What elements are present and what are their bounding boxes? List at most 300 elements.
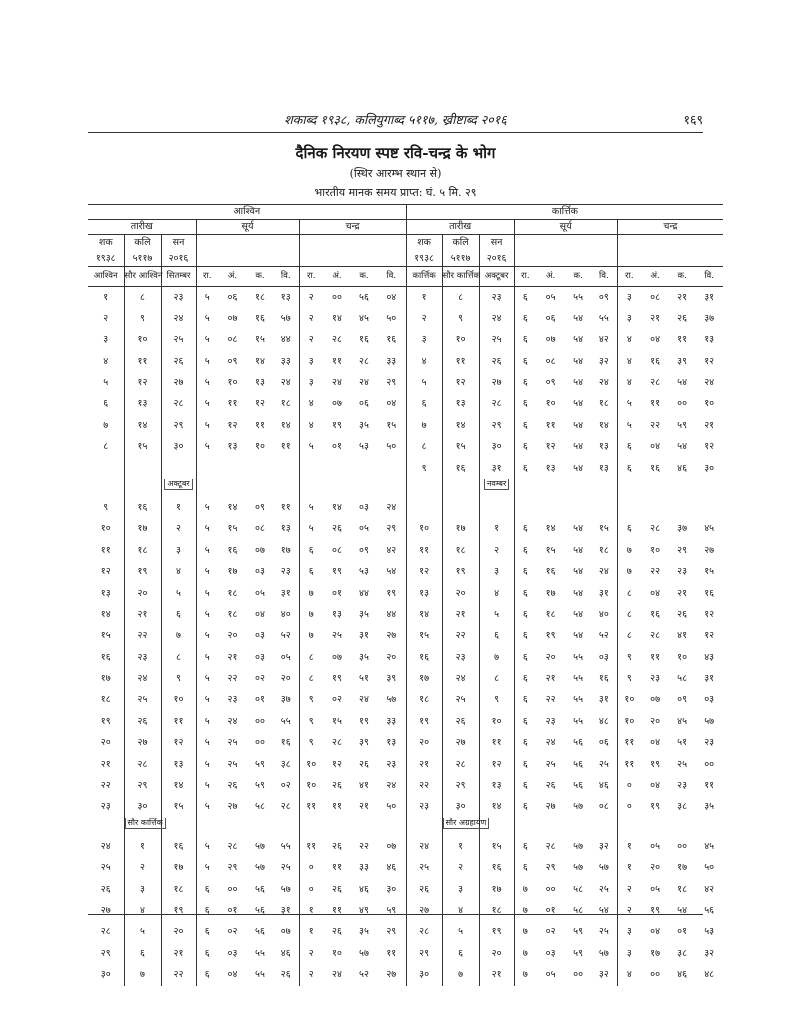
ashwin-sun-vikala-cell: १३ bbox=[280, 291, 291, 303]
kartik-month-day-cell: २१ bbox=[419, 758, 430, 770]
kartik-moon-ansh-cell: १९ bbox=[650, 801, 661, 813]
kartik-moon-vikala-cell: २७ bbox=[704, 544, 715, 556]
kartik-sun-kala-cell: ५६ bbox=[573, 780, 584, 792]
ashwin-moon-vikala-cell: ३३ bbox=[377, 351, 406, 372]
ashwin-sun-vikala-cell: ३८ bbox=[280, 758, 291, 770]
ashwin-moon-vikala-cell: ०४ bbox=[377, 287, 406, 308]
ashwin-greg-day-cell: १९ bbox=[161, 900, 196, 921]
ashwin-greg-day-cell: २ bbox=[161, 518, 196, 539]
kartik-moon-rashi-cell: १ bbox=[617, 836, 641, 857]
kartik-sun-ansh-cell: १३ bbox=[545, 462, 556, 474]
ashwin-moon-ansh-cell: ०७ bbox=[332, 398, 342, 410]
kartik-greg-day-cell: ६ bbox=[479, 625, 514, 646]
kartik-moon-vikala-cell: ३५ bbox=[704, 801, 715, 813]
era-san-right: सन bbox=[479, 235, 514, 251]
kartik-sun-ansh-cell: २७ bbox=[545, 801, 556, 813]
ashwin-moon-vikala-cell: ५७ bbox=[377, 690, 406, 711]
ashwin-greg-day-cell: ४ bbox=[161, 561, 196, 582]
ashwin-sun-vikala-cell: २८ bbox=[280, 801, 291, 813]
ashwin-moon-kala-cell: ५६ bbox=[359, 291, 369, 303]
kartik-greg-day-cell: १६ bbox=[479, 857, 514, 878]
ashwin-sun-vikala-cell: १६ bbox=[280, 737, 291, 749]
ashwin-sun-rashi-cell: ५ bbox=[196, 711, 218, 732]
ashwin-sun-kala-cell: ५८ bbox=[255, 801, 265, 813]
kartik-moon-ansh-cell: ०४ bbox=[650, 334, 661, 346]
ashwin-saur-day-cell: १७ bbox=[124, 518, 161, 539]
ashwin-saur-day-cell: १२ bbox=[124, 372, 161, 393]
ashwin-sun-rashi-cell: ५ bbox=[196, 583, 218, 604]
ashwin-sun-kala-cell: ०३ bbox=[255, 630, 265, 642]
ashwin-saur-day-cell: १८ bbox=[124, 540, 161, 561]
ashwin-sun-vikala-cell: १८ bbox=[280, 398, 291, 410]
ashwin-month-day-cell: १६ bbox=[100, 651, 111, 663]
ashwin-sun-ansh-cell: २२ bbox=[227, 673, 238, 685]
ashwin-sun-vikala-cell: ०५ bbox=[280, 651, 291, 663]
ashwin-moon-vikala-cell: २४ bbox=[377, 775, 406, 796]
ashwin-sun-rashi-cell: ५ bbox=[196, 351, 218, 372]
kartik-greg-day-cell: २८ bbox=[479, 393, 514, 414]
kartik-sun-vikala-cell: १५ bbox=[598, 523, 609, 535]
kartik-saur-day-cell: ४ bbox=[442, 900, 479, 921]
kartik-month-day-cell: १६ bbox=[419, 651, 430, 663]
kartik-month-day-cell: २८ bbox=[419, 926, 430, 938]
table-row bbox=[88, 796, 723, 817]
ashwin-greg-day-cell: २० bbox=[161, 921, 196, 942]
kartik-moon-ansh-cell: ११ bbox=[650, 651, 661, 663]
ashwin-month-day-cell: २४ bbox=[100, 840, 111, 852]
ashwin-greg-day-cell: १५ bbox=[161, 796, 196, 817]
ashwin-sun-rashi-cell: ५ bbox=[196, 668, 218, 689]
ashwin-sun-kala-cell: १२ bbox=[255, 398, 265, 410]
kartik-month-day-cell: १३ bbox=[419, 587, 430, 599]
kartik-sun-vikala-cell: ३२ bbox=[598, 969, 609, 981]
kartik-moon-rashi-cell: ९ bbox=[617, 668, 641, 689]
ashwin-saur-day-cell: ७ bbox=[124, 964, 161, 985]
ashwin-sun-ansh-cell: १३ bbox=[227, 441, 238, 453]
ashwin-moon-kala-cell: ४९ bbox=[359, 904, 369, 916]
ashwin-moon-rashi-cell: २ bbox=[299, 943, 323, 964]
kartik-moon-rashi-cell: ४ bbox=[617, 351, 641, 372]
ashwin-moon-kala-cell: ४१ bbox=[359, 780, 369, 792]
ashwin-sun-rashi-cell: ६ bbox=[196, 900, 218, 921]
ashwin-saur-day-cell: २८ bbox=[124, 754, 161, 775]
kartik-moon-vikala-cell: ५६ bbox=[704, 904, 715, 916]
ashwin-month-day-cell: ११ bbox=[100, 544, 111, 556]
ashwin-moon-rashi-cell: ७ bbox=[299, 625, 323, 646]
kartik-sun-ansh-cell: २८ bbox=[545, 840, 556, 852]
kartik-moon-ansh-cell: १९ bbox=[650, 758, 661, 770]
ashwin-moon-rashi-cell: १० bbox=[299, 775, 323, 796]
ashwin-sun-kala-cell: ५६ bbox=[255, 883, 265, 895]
kartik-moon-rashi-cell: ७ bbox=[617, 540, 641, 561]
kartik-saur-day-cell: ७ bbox=[442, 964, 479, 985]
ashwin-sun-kala-cell: १८ bbox=[255, 291, 265, 303]
col-header-right-sun-rashi: रा. bbox=[514, 267, 536, 287]
ashwin-sun-vikala-cell: ४६ bbox=[280, 947, 291, 959]
ashwin-sun-ansh-cell: ०६ bbox=[227, 291, 238, 303]
kartik-month-day-cell: १७ bbox=[419, 673, 430, 685]
kartik-sun-kala-cell: ५४ bbox=[573, 419, 584, 431]
ashwin-saur-day-cell: ८ bbox=[124, 287, 161, 308]
table-row bbox=[88, 287, 723, 308]
kartik-sun-kala-cell: ५७ bbox=[573, 862, 584, 874]
ashwin-moon-vikala-cell: २३ bbox=[377, 754, 406, 775]
header-rule bbox=[88, 132, 703, 133]
ashwin-sun-ansh-cell: २६ bbox=[227, 780, 238, 792]
kartik-greg-day-cell: ११ bbox=[479, 732, 514, 753]
year-shaka-right: १९३८ bbox=[406, 251, 442, 267]
kartik-sun-kala-cell: ५४ bbox=[573, 377, 584, 388]
kartik-sun-rashi-cell: ६ bbox=[514, 415, 536, 436]
kartik-moon-rashi-cell: ६ bbox=[617, 458, 641, 479]
month-heading-kartik: कार्त्तिक bbox=[406, 205, 723, 220]
kartik-sun-ansh-cell bbox=[536, 497, 565, 518]
ashwin-sun-vikala-cell: १३ bbox=[280, 523, 291, 535]
ashwin-moon-ansh-cell: १४ bbox=[332, 312, 342, 324]
col-header-left-saur-day: सौर आश्विन bbox=[124, 267, 161, 287]
ashwin-sun-kala-cell: ०७ bbox=[255, 544, 265, 556]
ashwin-saur-day-cell: १ bbox=[124, 836, 161, 857]
kartik-moon-vikala-cell: ३२ bbox=[704, 947, 715, 959]
ashwin-moon-rashi-cell: ० bbox=[299, 857, 323, 878]
ashwin-sun-vikala-cell: ५७ bbox=[280, 312, 291, 324]
kartik-sun-kala-cell: ५४ bbox=[573, 630, 584, 642]
kartik-sun-kala-cell: ५५ bbox=[573, 291, 584, 303]
table-row bbox=[88, 900, 723, 921]
kartik-greg-day-cell: ३१ bbox=[479, 458, 514, 479]
kartik-sun-rashi-cell: ६ bbox=[514, 857, 536, 878]
ashwin-saur-day-cell: १६ bbox=[124, 497, 161, 518]
kartik-moon-rashi-cell: ८ bbox=[617, 583, 641, 604]
kartik-greg-day-cell: २९ bbox=[479, 415, 514, 436]
kartik-sun-rashi-cell: ७ bbox=[514, 900, 536, 921]
ashwin-sun-ansh-cell: १८ bbox=[227, 608, 238, 620]
kartik-greg-day-cell: २७ bbox=[479, 372, 514, 393]
ashwin-moon-rashi-cell: ३ bbox=[299, 372, 323, 393]
kartik-sun-rashi-cell: ६ bbox=[514, 393, 536, 414]
kartik-sun-vikala-cell: ५४ bbox=[598, 904, 609, 916]
kartik-sun-rashi-cell bbox=[514, 497, 536, 518]
ashwin-greg-day-cell: १० bbox=[161, 690, 196, 711]
ashwin-greg-day-cell: २१ bbox=[161, 943, 196, 964]
ashwin-saur-day-cell: ५ bbox=[124, 921, 161, 942]
kartik-sun-ansh-cell: ०९ bbox=[545, 377, 556, 388]
ashwin-greg-day-cell: २६ bbox=[161, 351, 196, 372]
ashwin-sun-vikala-cell: ०७ bbox=[280, 926, 291, 938]
ashwin-moon-vikala-cell: २४ bbox=[377, 497, 406, 518]
running-header bbox=[88, 111, 703, 131]
era-shaka-left: शक bbox=[98, 237, 113, 248]
kartik-month-day-cell: २३ bbox=[419, 801, 430, 813]
kartik-moon-vikala-cell: १५ bbox=[704, 566, 715, 578]
kartik-saur-day-cell bbox=[442, 497, 479, 518]
kartik-sun-rashi-cell: ७ bbox=[514, 964, 536, 985]
ashwin-sun-rashi-cell: ६ bbox=[196, 879, 218, 900]
kartik-sun-kala-cell: ५५ bbox=[573, 715, 584, 727]
ashwin-greg-day-cell: २९ bbox=[161, 415, 196, 436]
kartik-month-day-cell: १ bbox=[421, 291, 427, 303]
ashwin-moon-kala-cell: ३३ bbox=[359, 862, 369, 874]
kartik-saur-day-cell: २८ bbox=[442, 754, 479, 775]
kartik-saur-day-cell: १७ bbox=[442, 518, 479, 539]
ashwin-sun-rashi-cell: ६ bbox=[196, 964, 218, 985]
ashwin-moon-ansh-cell: १३ bbox=[332, 608, 342, 620]
ashwin-month-day-cell: २९ bbox=[100, 947, 111, 959]
kartik-sun-rashi-cell: ६ bbox=[514, 732, 536, 753]
ashwin-greg-day-cell: १३ bbox=[161, 754, 196, 775]
kartik-sun-vikala-cell: २५ bbox=[598, 883, 609, 895]
kartik-moon-rashi-cell bbox=[617, 497, 641, 518]
era-shaka-right: शक bbox=[417, 237, 431, 248]
ashwin-month-day-cell: २७ bbox=[100, 904, 111, 916]
kartik-month-day-cell: २९ bbox=[419, 947, 430, 959]
kartik-sun-vikala-cell: ४६ bbox=[598, 780, 609, 792]
kartik-moon-ansh-cell: ०८ bbox=[650, 291, 661, 303]
ashwin-moon-rashi-cell: ४ bbox=[299, 415, 323, 436]
table-row bbox=[88, 393, 723, 414]
kartik-sun-rashi-cell: ६ bbox=[514, 775, 536, 796]
ashwin-greg-day-cell: १४ bbox=[161, 775, 196, 796]
col-header-right-moon-rashi: रा. bbox=[617, 267, 641, 287]
ashwin-month-day-cell: २० bbox=[100, 737, 111, 749]
kartik-moon-kala-cell: ३७ bbox=[677, 523, 688, 535]
ashwin-moon-vikala-cell: ४४ bbox=[377, 604, 406, 625]
table-row bbox=[88, 690, 723, 711]
ashwin-sun-ansh-cell: ०७ bbox=[227, 312, 238, 324]
kartik-sun-vikala-cell: १४ bbox=[598, 419, 609, 431]
kartik-moon-kala-cell bbox=[669, 497, 695, 518]
ashwin-sun-ansh-cell: १७ bbox=[227, 566, 238, 578]
kartik-sun-kala-cell bbox=[565, 497, 591, 518]
ashwin-moon-vikala-cell: ०७ bbox=[377, 836, 406, 857]
kartik-moon-rashi-cell: १ bbox=[617, 857, 641, 878]
table-row bbox=[88, 775, 723, 796]
kartik-saur-day-cell: २ bbox=[442, 857, 479, 878]
ashwin-sun-vikala-cell: ४० bbox=[280, 608, 291, 620]
kartik-sun-rashi-cell: ६ bbox=[514, 711, 536, 732]
ashwin-month-day-cell: १७ bbox=[100, 673, 111, 685]
ashwin-sun-rashi-cell: ५ bbox=[196, 540, 218, 561]
kartik-sun-vikala-cell: ४२ bbox=[598, 334, 609, 346]
ashwin-moon-vikala-cell: ५४ bbox=[377, 561, 406, 582]
kartik-sun-vikala-cell: २४ bbox=[598, 377, 609, 388]
kartik-moon-ansh-cell: ११ bbox=[650, 398, 661, 410]
kartik-sun-kala-cell: ५९ bbox=[573, 926, 584, 938]
ashwin-sun-kala-cell: ५६ bbox=[255, 926, 265, 938]
kartik-moon-vikala-cell: ५० bbox=[704, 862, 715, 874]
kartik-sun-rashi-cell: ६ bbox=[514, 540, 536, 561]
ashwin-sun-rashi-cell: ५ bbox=[196, 836, 218, 857]
kartik-greg-day-cell: १९ bbox=[479, 921, 514, 942]
kartik-sun-kala-cell: ५४ bbox=[573, 312, 584, 324]
ashwin-greg-day-cell: १८ bbox=[161, 879, 196, 900]
kartik-sun-kala-cell: ५४ bbox=[573, 608, 584, 620]
kartik-moon-rashi-cell: २ bbox=[617, 879, 641, 900]
ashwin-moon-vikala-cell: २९ bbox=[377, 372, 406, 393]
table-row bbox=[88, 372, 723, 393]
ashwin-sun-kala-cell: ०३ bbox=[255, 651, 265, 663]
ashwin-month-day-cell: ३ bbox=[103, 334, 109, 346]
ashwin-saur-day-cell: ३० bbox=[124, 796, 161, 817]
ashwin-moon-vikala-cell: २० bbox=[377, 647, 406, 668]
kartik-moon-vikala-cell: ०३ bbox=[704, 694, 715, 706]
kartik-moon-kala-cell: ०० bbox=[677, 840, 688, 852]
ashwin-moon-rashi-cell bbox=[299, 458, 323, 479]
ashwin-month-day-cell: १३ bbox=[100, 587, 111, 599]
kartik-moon-kala-cell: ०१ bbox=[677, 926, 688, 938]
kartik-moon-kala-cell: २६ bbox=[677, 608, 688, 620]
table-row bbox=[88, 921, 723, 942]
subtitle-fixed-start: (स्थिर आरम्भ स्थान से) bbox=[349, 167, 442, 180]
ashwin-saur-day-cell: २७ bbox=[124, 732, 161, 753]
kartik-moon-rashi-cell: ० bbox=[617, 796, 641, 817]
ashwin-greg-day-cell: ११ bbox=[161, 711, 196, 732]
kartik-sun-kala-cell: ५४ bbox=[573, 441, 584, 453]
kartik-sun-vikala-cell: ५२ bbox=[598, 630, 609, 642]
ashwin-sun-ansh-cell: ११ bbox=[227, 398, 238, 410]
kartik-moon-ansh-cell: १६ bbox=[650, 608, 661, 620]
ashwin-moon-vikala-cell: ४६ bbox=[377, 857, 406, 878]
ashwin-greg-day-cell: २२ bbox=[161, 964, 196, 985]
ashwin-sun-rashi-cell: ५ bbox=[196, 415, 218, 436]
ashwin-moon-rashi-cell: ५ bbox=[299, 436, 323, 457]
kartik-moon-vikala-cell: १३ bbox=[704, 334, 715, 346]
kartik-moon-kala-cell: २१ bbox=[677, 291, 688, 303]
kartik-moon-rashi-cell: ३ bbox=[617, 921, 641, 942]
kartik-moon-vikala-cell: ३१ bbox=[704, 673, 715, 685]
ashwin-moon-rashi-cell: ३ bbox=[299, 351, 323, 372]
bottom-rule bbox=[88, 914, 703, 915]
ashwin-sun-ansh-cell: ०९ bbox=[227, 355, 238, 367]
ashwin-sun-vikala-cell: ४४ bbox=[280, 334, 291, 346]
ashwin-saur-day-cell: २० bbox=[124, 583, 161, 604]
kartik-sun-kala-cell: ५५ bbox=[573, 673, 584, 685]
ashwin-moon-ansh-cell: २६ bbox=[332, 840, 342, 852]
ashwin-saur-day-cell: २२ bbox=[124, 625, 161, 646]
kartik-moon-kala-cell: २५ bbox=[677, 758, 688, 770]
ephemeris-table bbox=[88, 204, 723, 986]
ashwin-sun-kala-cell: ५७ bbox=[255, 840, 265, 852]
ashwin-sun-ansh-cell: १६ bbox=[227, 544, 238, 556]
kartik-moon-ansh-cell: १६ bbox=[650, 462, 661, 474]
kartik-saur-day-cell: ६ bbox=[442, 943, 479, 964]
ashwin-moon-vikala-cell: १६ bbox=[377, 329, 406, 350]
ashwin-moon-ansh-cell: २८ bbox=[332, 334, 342, 346]
table-row bbox=[88, 836, 723, 857]
ashwin-sun-rashi-cell: ५ bbox=[196, 857, 218, 878]
ashwin-sun-kala-cell: ५७ bbox=[255, 862, 265, 874]
ashwin-moon-rashi-cell: २ bbox=[299, 329, 323, 350]
kartik-moon-vikala-cell: २१ bbox=[704, 419, 715, 431]
ashwin-moon-kala-cell: ३५ bbox=[359, 926, 369, 938]
ashwin-moon-ansh-cell: ०७ bbox=[332, 651, 342, 663]
kartik-moon-vikala-cell: ४५ bbox=[704, 523, 715, 535]
ashwin-sun-ansh-cell: १२ bbox=[227, 419, 238, 431]
ashwin-moon-rashi-cell: २ bbox=[299, 308, 323, 329]
kartik-moon-ansh-cell: २० bbox=[650, 715, 661, 727]
kartik-sun-rashi-cell: ६ bbox=[514, 604, 536, 625]
kartik-moon-kala-cell: १८ bbox=[677, 883, 688, 895]
month-change-note-november: नवम्बर bbox=[484, 479, 509, 490]
ashwin-sun-rashi-cell: ५ bbox=[196, 436, 218, 457]
kartik-greg-day-cell: २५ bbox=[479, 329, 514, 350]
ashwin-moon-ansh-cell: १९ bbox=[332, 566, 342, 578]
ashwin-greg-day-cell bbox=[161, 458, 196, 479]
ashwin-greg-day-cell: ३ bbox=[161, 540, 196, 561]
kartik-sun-kala-cell: ५५ bbox=[573, 651, 584, 663]
kartik-month-day-cell: ३० bbox=[419, 969, 430, 981]
kartik-moon-vikala-cell: २३ bbox=[704, 737, 715, 749]
kartik-moon-rashi-cell: ६ bbox=[617, 436, 641, 457]
ashwin-greg-day-cell: ६ bbox=[161, 604, 196, 625]
kartik-greg-day-cell: २१ bbox=[479, 964, 514, 985]
group-date-right: तारीख bbox=[406, 220, 514, 235]
table-row bbox=[88, 625, 723, 646]
ashwin-sun-vikala-cell: १४ bbox=[280, 419, 291, 431]
kartik-month-day-cell: ९ bbox=[421, 462, 427, 474]
ashwin-month-day-cell: ६ bbox=[103, 398, 109, 410]
ashwin-moon-ansh-cell: २५ bbox=[332, 630, 342, 642]
kartik-greg-day-cell: १३ bbox=[479, 775, 514, 796]
kartik-month-day-cell: ३ bbox=[421, 334, 427, 346]
kartik-sun-ansh-cell: ०३ bbox=[545, 947, 556, 959]
kartik-month-day-cell: २४ bbox=[419, 840, 430, 852]
ashwin-saur-day-cell: २ bbox=[124, 857, 161, 878]
ashwin-greg-day-cell: ५ bbox=[161, 583, 196, 604]
group-moon-right: चन्द्र bbox=[617, 220, 723, 235]
kartik-moon-vikala-cell: १२ bbox=[704, 608, 715, 620]
col-header-left-sun-ansh: अं. bbox=[218, 267, 247, 287]
kartik-sun-rashi-cell: ६ bbox=[514, 561, 536, 582]
kartik-saur-day-cell: ९ bbox=[442, 308, 479, 329]
kartik-moon-ansh-cell: ०४ bbox=[650, 441, 661, 453]
ashwin-sun-ansh-cell: ०३ bbox=[227, 947, 238, 959]
kartik-moon-kala-cell: १० bbox=[677, 651, 688, 663]
ashwin-saur-day-cell: ३ bbox=[124, 879, 161, 900]
kartik-sun-vikala-cell: ०३ bbox=[598, 651, 609, 663]
ashwin-month-day-cell: १५ bbox=[100, 630, 111, 642]
kartik-moon-kala-cell: ५४ bbox=[677, 377, 688, 388]
kartik-sun-ansh-cell: २१ bbox=[545, 673, 556, 685]
kartik-moon-rashi-cell: ८ bbox=[617, 604, 641, 625]
ashwin-moon-kala-cell: ०५ bbox=[359, 523, 369, 535]
ashwin-month-day-cell: १२ bbox=[100, 566, 111, 578]
ashwin-sun-rashi-cell: ५ bbox=[196, 796, 218, 817]
kartik-month-day-cell: ८ bbox=[421, 441, 427, 453]
ashwin-greg-day-cell: २८ bbox=[161, 393, 196, 414]
kartik-moon-kala-cell: ५१ bbox=[677, 737, 688, 749]
kartik-month-day-cell: १० bbox=[419, 523, 430, 535]
ashwin-sun-rashi-cell: ५ bbox=[196, 690, 218, 711]
ashwin-moon-ansh-cell: २६ bbox=[332, 780, 342, 792]
ashwin-moon-kala-cell: ३९ bbox=[359, 737, 369, 749]
ashwin-saur-day-cell: १३ bbox=[124, 393, 161, 414]
table-row bbox=[88, 879, 723, 900]
kartik-sun-rashi-cell: ६ bbox=[514, 690, 536, 711]
ashwin-moon-vikala-cell: ३० bbox=[377, 879, 406, 900]
kartik-moon-kala-cell: ११ bbox=[677, 334, 688, 346]
ashwin-moon-kala-cell: ५३ bbox=[359, 566, 369, 578]
ashwin-moon-ansh-cell: ११ bbox=[332, 801, 342, 813]
kartik-sun-rashi-cell: ६ bbox=[514, 796, 536, 817]
ashwin-sun-kala-cell: १५ bbox=[255, 334, 265, 346]
ashwin-sun-kala-cell: ०० bbox=[255, 715, 265, 727]
ashwin-moon-ansh-cell: २८ bbox=[332, 737, 342, 749]
table-row bbox=[88, 351, 723, 372]
kartik-moon-vikala-cell: ४८ bbox=[704, 969, 715, 981]
kartik-greg-day-cell: १८ bbox=[479, 900, 514, 921]
kartik-moon-ansh-cell: ०४ bbox=[650, 926, 661, 938]
